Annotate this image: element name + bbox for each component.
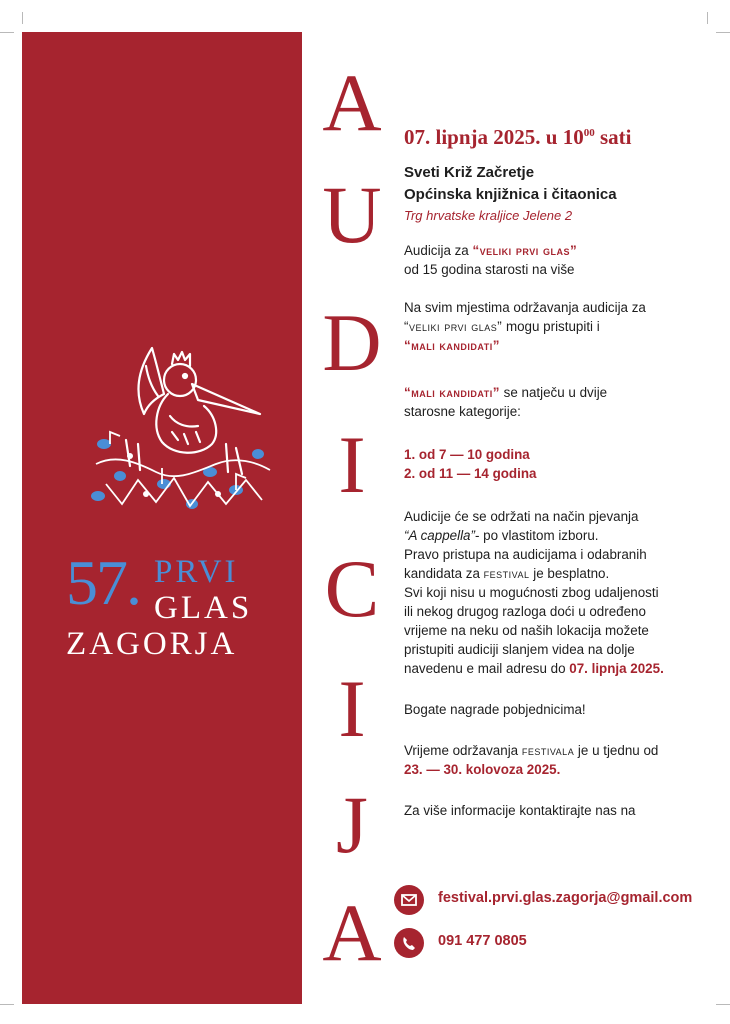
category-1: 1. od 7 — 10 godina: [404, 447, 530, 462]
paragraph-festival-dates: Vrijeme održavanja festivala je u tjednu od: [404, 743, 659, 758]
red-side-panel: [22, 32, 302, 1004]
poster-body: 07. lipnja 2025. u $10^{00}$ sati Sveti Križ Začretje Općinska knjižnica i čitaonica Trg hrvatske kraljice Jelene 2 Audicija za “veliki prvi glas” od 15 godina starosti na više Na svim mjestima održavanja audicija za “veliki prvi glas” mogu pristupiti i “mali kandidati” “mali kandidati” se natječu u dvije starosne kategorije: 1. od 7 — 10 godina 2. od 11 — 14 godina Audicije će se održati na način pjevanja “A cappella”- po vlastitom izboru. Pravo pristupa na audicijama i odabranih kandidata za festival je besplatno. Svi koji nisu u mogućnosti zbog udaljenosti ili nekog drugog razloga doći u određeno vrijeme na neku od naših lokacija možete pristupiti audiciji slanjem videa na dolje navedenu e mail adresu do 07. lipnja 2025. Bogate nagrade pobjednicima! Vrijeme održavanja festivala je u tjednu od 23. — 30. kolovoza 2025. Za više informacije kontaktirajte nas na: [404, 120, 704, 820]
mali-kandidati-label: “mali kandidati”: [404, 338, 500, 353]
paragraph-age: od 15 godina starosti na više: [404, 262, 575, 277]
contact-email-row[interactable]: [394, 885, 714, 915]
event-place-1: Sveti Križ Začretje: [404, 164, 535, 181]
crop-mark: [22, 12, 23, 24]
singing-bird-illustration: [86, 344, 276, 524]
title-letter: J: [336, 779, 368, 870]
title-letter: A: [322, 57, 382, 148]
paragraph-veliki: Audicija za “veliki prvi glas”: [404, 243, 578, 258]
title-letter: U: [322, 169, 382, 260]
crop-mark: [716, 32, 730, 33]
crop-mark: [0, 1004, 14, 1005]
paragraph-rules: Audicije će se održati na način pjevanja: [404, 509, 639, 524]
contact-phone-row[interactable]: [394, 928, 714, 958]
event-place-2: Općinska knjižnica i čitaonica: [404, 186, 617, 203]
contact-phone[interactable]: 091 477 0805: [438, 933, 527, 949]
contact-email[interactable]: festival.prvi.glas.zagorja@gmail.com: [438, 890, 693, 906]
phone-icon: [394, 928, 424, 958]
logo-word-zagorja: ZAGORJA: [66, 626, 238, 662]
paragraph-prizes: Bogate nagrade pobjednicima!: [404, 702, 586, 717]
crop-mark: [707, 12, 708, 24]
crop-mark: [0, 32, 14, 33]
title-letter: C: [324, 543, 380, 634]
logo-edition-number: 57.: [66, 547, 140, 618]
crop-mark: [716, 1004, 730, 1005]
paragraph-categories: “mali kandidati” se natječu u dvije: [404, 385, 608, 400]
category-2: 2. od 11 — 14 godina: [404, 466, 537, 481]
event-address: Trg hrvatske kraljice Jelene 2: [404, 208, 573, 223]
title-letter: D: [322, 297, 382, 388]
title-letter: A: [322, 887, 382, 978]
paragraph-locations: Na svim mjestima održavanja audicija za: [404, 300, 646, 315]
logo-word-glas: GLAS: [154, 590, 253, 626]
event-date: 07. lipnja 2025. u $10^{00}$ sati: [404, 125, 632, 149]
title-letter: I: [338, 663, 366, 754]
paragraph-contact: Za više informacije kontaktirajte nas na: [404, 803, 636, 818]
logo-word-prvi: PRVI: [154, 554, 239, 590]
envelope-icon: [394, 885, 424, 915]
festival-logo: [66, 547, 276, 670]
title-letter: I: [338, 419, 366, 510]
